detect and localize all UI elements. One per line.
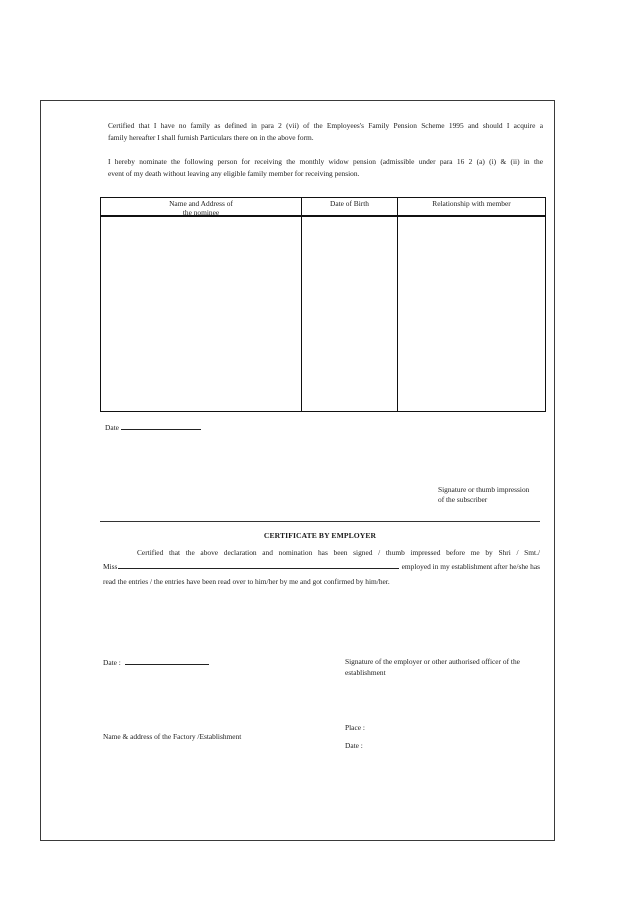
- subscriber-signature-line-1: Signature or thumb impression: [438, 485, 530, 494]
- declaration-line-1: Certified that I have no family as defined in para 2 (vii) of the Employees's Family Pension Scheme 1995 and should I acquire a: [108, 121, 543, 130]
- date-label: Date: [105, 423, 119, 432]
- date-blank-line: [121, 423, 201, 430]
- header-text: Date of Birth: [330, 199, 369, 208]
- nominee-table: [100, 197, 546, 412]
- certificate-title: CERTIFICATE BY EMPLOYER: [263, 531, 377, 540]
- miss-label: Miss: [103, 562, 118, 571]
- nomination-line-2: event of my death without leaving any eligible family member for receiving pension.: [108, 169, 360, 178]
- date-label: Date :: [103, 658, 121, 667]
- table-header-row: [101, 198, 545, 217]
- place-label: Place :: [345, 723, 365, 732]
- certificate-line-1: Certified that the above declaration and nomination has been signed / thumb impressed before me by Shri / Smt./: [137, 548, 540, 557]
- header-text: the nominee: [182, 207, 220, 217]
- nominee-name-column: [101, 198, 302, 411]
- subscriber-date: [105, 423, 201, 432]
- certificate-line-2: [103, 562, 540, 571]
- subscriber-signature-line-2: of the subscriber: [438, 495, 488, 504]
- certificate-line-2-suffix: employed in my establishment after he/she has: [401, 562, 540, 571]
- declaration-line-2: family hereafter I shall furnish Particulars there on in the above form.: [108, 133, 314, 142]
- header-text: Name and Address of: [169, 199, 233, 208]
- header-text: Relationship with member: [432, 199, 511, 208]
- section-divider: [100, 521, 540, 522]
- date-blank-line: [125, 658, 209, 665]
- certificate-line-3: read the entries / the entries have been read over to him/her by me and got confirmed by him/her.: [103, 577, 390, 586]
- employee-name-blank-line: [118, 562, 398, 569]
- employer-date: [103, 658, 209, 667]
- factory-address-label: Name & address of the Factory /Establishment: [103, 732, 242, 741]
- nomination-line-1: I hereby nominate the following person for receiving the monthly widow pension (admissible under para 16 2 (a) (i) & (ii) in the: [108, 157, 543, 166]
- date-label-2: Date :: [345, 741, 363, 750]
- relationship-column: [398, 198, 545, 411]
- date-of-birth-column: [302, 198, 398, 411]
- employer-signature-line-2: establishment: [345, 668, 386, 677]
- employer-signature-line-1: Signature of the employer or other authorised officer of the: [345, 657, 520, 666]
